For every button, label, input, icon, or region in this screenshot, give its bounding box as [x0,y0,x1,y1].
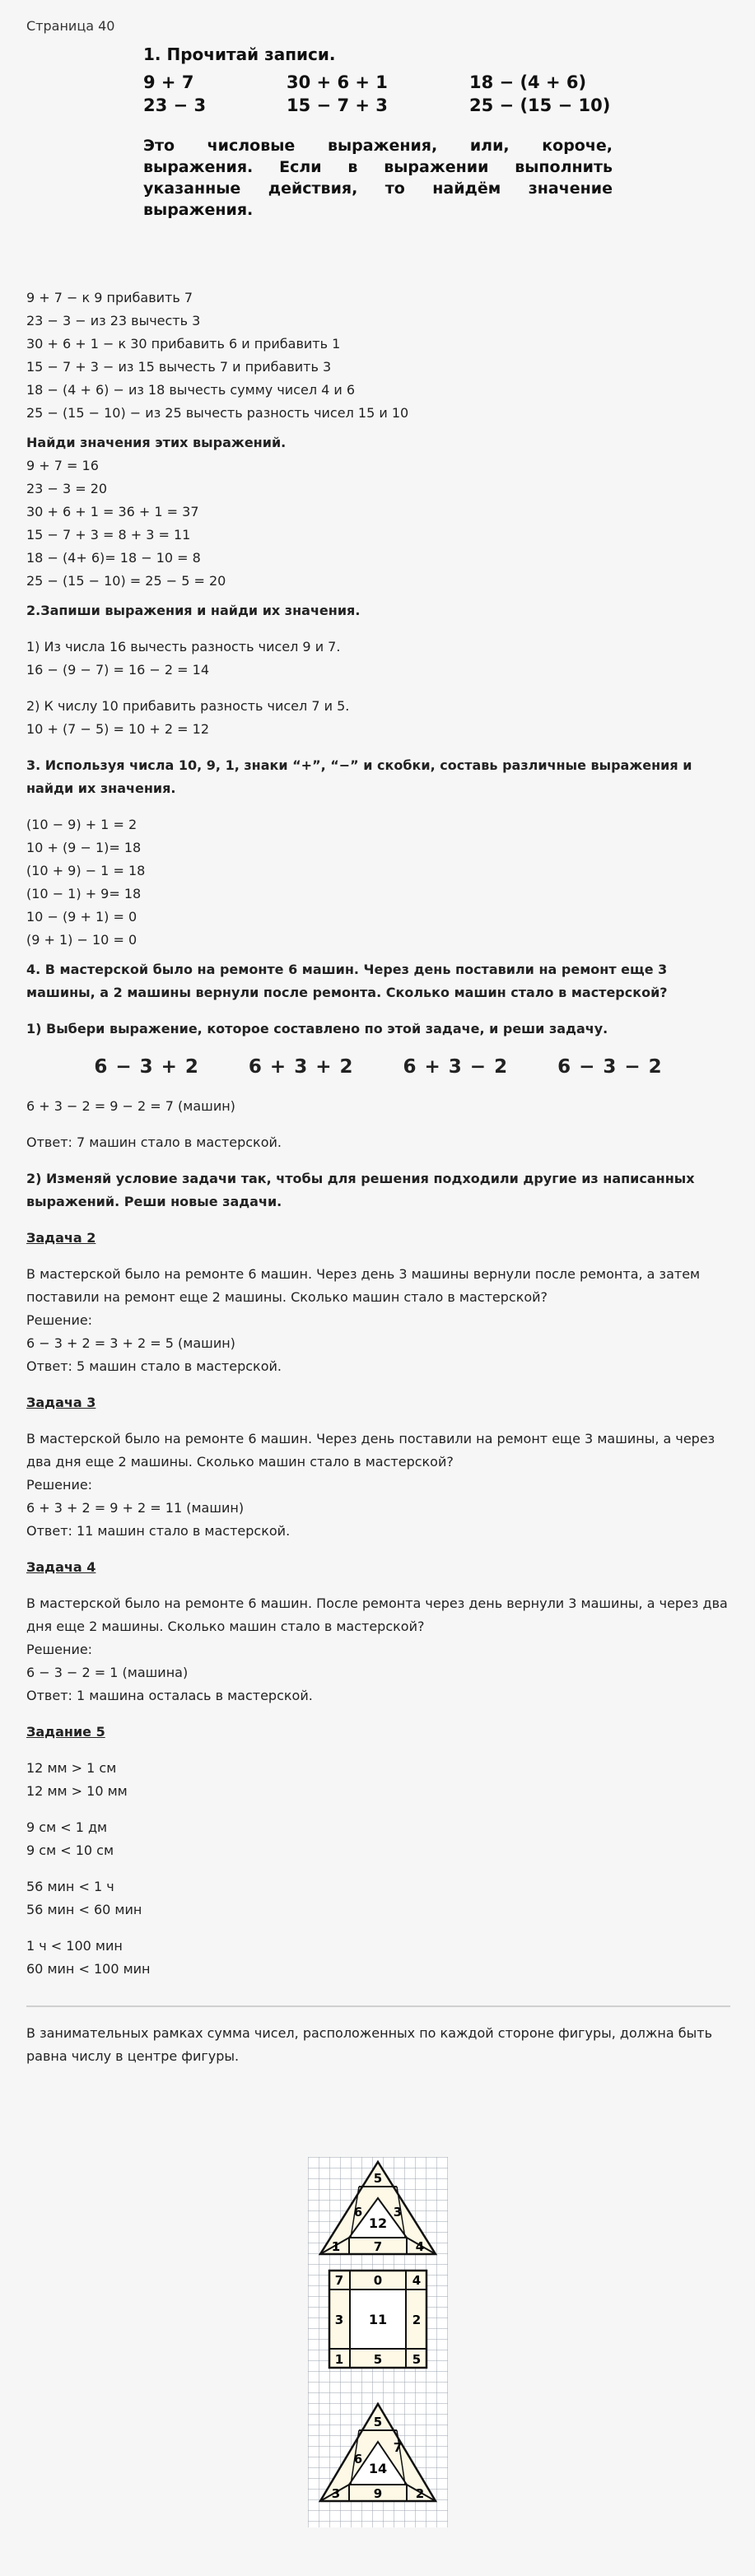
reading-line: 23 − 3 − из 23 вычесть 3 [26,313,201,328]
comparison-line: 12 мм > 10 мм [26,1783,128,1799]
task5-title: Задание 5 [26,1724,105,1740]
problem-2-answer: Ответ: 5 машин стало в мастерской. [26,1358,282,1374]
expression-choice: 6 + 3 − 2 [403,1056,509,1078]
problem-3-title: Задача 3 [26,1395,96,1410]
sq-mid-left: 3 [334,2313,344,2327]
tri2-bottom-left: 3 [331,2486,341,2501]
tri2-right: 7 [393,2440,403,2455]
task3-heading: 3. Используя числа 10, 9, 1, знаки “+”, “−” и скобки, составь различные выражения и найди их значения. [26,757,692,796]
task3-line: (9 + 1) − 10 = 0 [26,932,137,948]
comparison-line: 9 см < 1 дм [26,1819,108,1835]
sq-top-right: 4 [412,2273,422,2288]
comparison-line: 56 мин < 60 мин [26,1902,142,1917]
problem-4-solution: 6 − 3 − 2 = 1 (машина) [26,1665,189,1680]
tri1-right: 3 [393,2205,403,2220]
task4-question-2: 2) Изменяй условие задачи так, чтобы для решения подходили другие из написанных выражений. Реши новые задачи. [26,1171,695,1209]
reading-line: 15 − 7 + 3 − из 15 вычесть 7 и прибавить 3 [26,359,332,375]
problem-3-solution: 6 + 3 + 2 = 9 + 2 = 11 (машин) [26,1500,245,1516]
reading-line: 25 − (15 − 10) − из 25 вычесть разность чисел 15 и 10 [26,405,409,421]
comparison-line: 56 мин < 1 ч [26,1879,114,1894]
tri1-top: 5 [373,2171,383,2186]
expression: 15 − 7 + 3 [287,95,388,115]
textbook-task-1 [143,44,613,221]
sq-top-left: 7 [334,2273,344,2288]
reading-line: 9 + 7 − к 9 прибавить 7 [26,290,193,305]
tri1-bottom-left: 1 [331,2239,341,2254]
sq-center: 11 [368,2312,388,2327]
reading-line: 30 + 6 + 1 − к 30 прибавить 6 и прибавить 1 [26,336,341,352]
expression-choice: 6 − 3 + 2 [94,1056,199,1078]
tri2-center: 14 [368,2461,388,2476]
problem-4-label: Решение: [26,1642,93,1657]
task3-line: 10 − (9 + 1) = 0 [26,909,137,925]
task2-b-solution: 10 + (7 − 5) = 10 + 2 = 12 [26,721,209,737]
comparison-line: 1 ч < 100 мин [26,1938,123,1954]
task4-expression-choices [26,1055,730,1078]
value-line: 23 − 3 = 20 [26,481,108,496]
comparison-line: 60 мин < 100 мин [26,1961,151,1977]
task4-heading: 4. В мастерской было на ремонте 6 машин. Через день поставили на ремонт еще 3 машины, а 2 машины вернули после ремонта. Сколько машин стало в мастерской? [26,962,668,1000]
page-header: Страница 40 [26,18,115,34]
sq-bottom-mid: 5 [373,2352,383,2367]
reading-line: 18 − (4 + 6) − из 18 вычесть сумму чисел 4 и 6 [26,382,356,398]
task3-line: (10 + 9) − 1 = 18 [26,863,146,878]
values-heading: Найди значения этих выражений. [26,435,287,450]
task4-question-1: 1) Выбери выражение, которое составлено по этой задаче, и реши задачу. [26,1021,608,1036]
value-line: 30 + 6 + 1 = 36 + 1 = 37 [26,504,199,519]
problem-4-answer: Ответ: 1 машина осталась в мастерской. [26,1688,313,1703]
expression: 25 − (15 − 10) [469,95,611,115]
tri2-bottom-right: 2 [415,2486,425,2501]
comparison-line: 12 мм > 1 см [26,1760,117,1776]
problem-3-answer: Ответ: 11 машин стало в мастерской. [26,1523,291,1539]
task1-heading: 1. Прочитай записи. [143,44,336,64]
task2-a-question: 1) Из числа 16 вычесть разность чисел 9 и 7. [26,639,341,654]
problem-2-solution: 6 − 3 + 2 = 3 + 2 = 5 (машин) [26,1335,235,1351]
task3-line: 10 + (9 − 1)= 18 [26,840,142,855]
tri2-left: 6 [353,2452,363,2467]
problem-2-text: В мастерской было на ремонте 6 машин. Через день 3 машины вернули после ремонта, а затем поставили на ремонт еще 2 машины. Сколько машин стало в мастерской? [26,1266,701,1305]
problem-4-text: В мастерской было на ремонте 6 машин. После ремонта через день вернули 3 машины, а через два дня еще 2 машины. Сколько машин стало в мастерской? [26,1595,728,1634]
task4-solution: 6 + 3 − 2 = 9 − 2 = 7 (машин) [26,1098,235,1114]
sq-bottom-left: 1 [334,2352,344,2367]
expression-choice: 6 + 3 + 2 [248,1056,354,1078]
solutions-content [26,286,730,2068]
sq-bottom-right: 5 [412,2352,422,2367]
comparison-line: 9 см < 10 см [26,1842,114,1858]
sq-mid-right: 2 [412,2313,422,2327]
expression: 30 + 6 + 1 [287,72,388,92]
problem-2-title: Задача 2 [26,1230,96,1246]
tri1-bottom-mid: 7 [373,2239,383,2254]
tri1-left: 6 [353,2205,363,2220]
task2-a-solution: 16 − (9 − 7) = 16 − 2 = 14 [26,662,209,678]
task1-expressions [143,71,613,117]
expression: 18 − (4 + 6) [469,72,587,92]
value-line: 9 + 7 = 16 [26,458,99,473]
task2-b-question: 2) К числу 10 прибавить разность чисел 7 и 5. [26,698,350,714]
expression: 9 + 7 [143,72,194,92]
sq-top-mid: 0 [373,2273,383,2288]
problem-3-label: Решение: [26,1477,93,1493]
task1-rule: Это числовые выражения, или, короче, выражения. Если в выражении выполнить указанные действия, то найдём значение выражения. [143,137,613,219]
task3-line: (10 − 9) + 1 = 2 [26,817,137,832]
expression-choice: 6 − 3 − 2 [557,1056,663,1078]
tri2-bottom-mid: 9 [373,2486,383,2501]
problem-4-title: Задача 4 [26,1559,96,1575]
tri2-top: 5 [373,2415,383,2429]
magic-frames-figures [308,2157,448,2527]
value-line: 25 − (15 − 10) = 25 − 5 = 20 [26,573,226,589]
tri1-center: 12 [368,2215,388,2231]
square-frame [329,2271,426,2368]
section-divider [26,2005,730,2007]
expression: 23 − 3 [143,95,207,115]
tri1-bottom-right: 4 [415,2239,425,2254]
value-line: 15 − 7 + 3 = 8 + 3 = 11 [26,527,191,543]
problem-2-label: Решение: [26,1312,93,1328]
task2-heading: 2.Запиши выражения и найди их значения. [26,603,361,618]
task3-line: (10 − 1) + 9= 18 [26,886,142,901]
problem-3-text: В мастерской было на ремонте 6 машин. Через день поставили на ремонт еще 3 машины, а через два дня еще 2 машины. Сколько машин стало в мастерской? [26,1431,715,1470]
value-line: 18 − (4+ 6)= 18 − 10 = 8 [26,550,201,566]
task4-answer: Ответ: 7 машин стало в мастерской. [26,1134,282,1150]
frames-description: В занимательных рамках сумма чисел, расположенных по каждой стороне фигуры, должна быть равна числу в центре фигуры. [26,2025,713,2064]
